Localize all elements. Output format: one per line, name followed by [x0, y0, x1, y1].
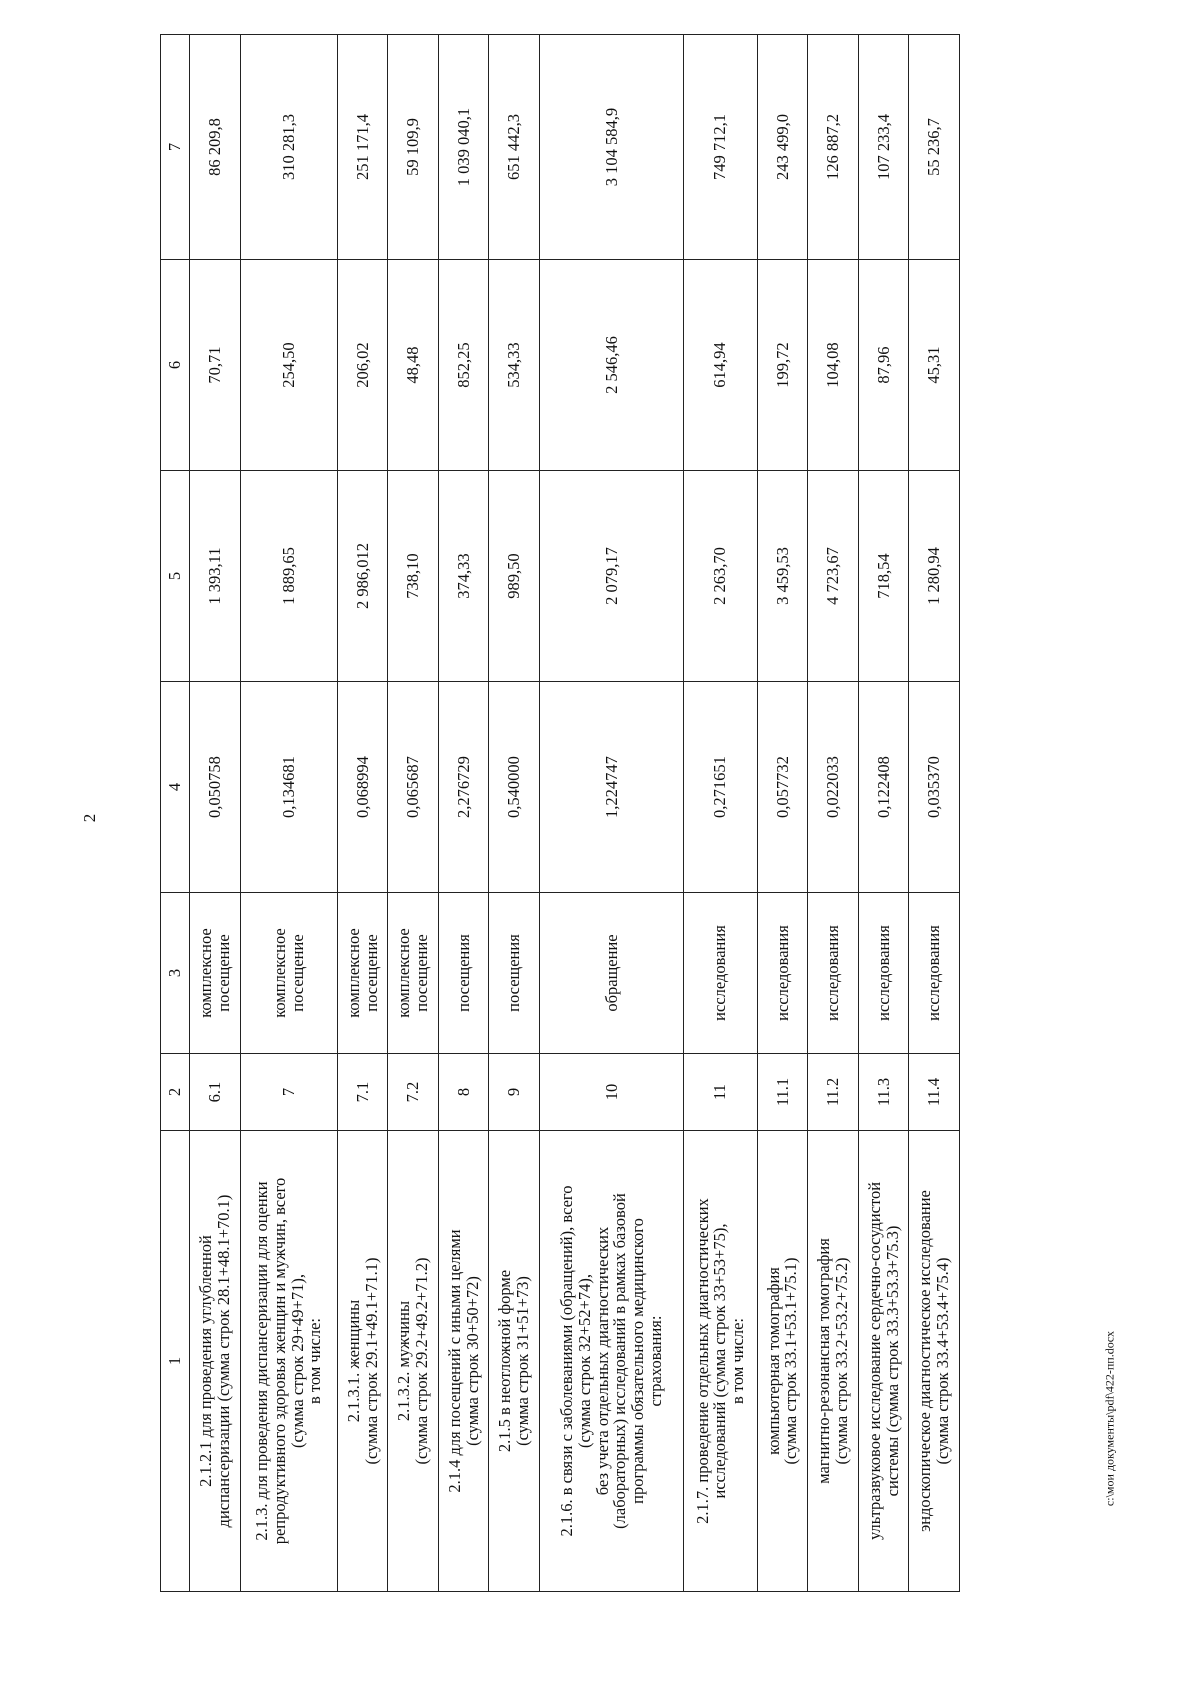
- value-cell-col5: 4 723,67: [808, 471, 859, 682]
- table-row: [190, 35, 241, 1592]
- row-label-cell-line: 2.1.6. в связи с заболеваниями (обращений), всего: [556, 1185, 576, 1537]
- unit-cell: [858, 893, 909, 1054]
- value-cell-col7: 749 712,1: [683, 35, 757, 260]
- row-code-cell: 11.4: [909, 1054, 960, 1131]
- value-cell-col7: 243 499,0: [757, 35, 808, 260]
- value-cell-col6: 614,94: [683, 260, 757, 471]
- value-cell-col5: 2 263,70: [683, 471, 757, 682]
- table-container: [160, 107, 960, 1592]
- row-label-cell-line: страхования:: [646, 1315, 666, 1407]
- value-cell-col4: 2,276729: [438, 682, 489, 893]
- row-label-cell-line: 2.1.3. для проведения диспансеризации для оценки: [252, 1181, 272, 1541]
- row-label-cell: [540, 1131, 684, 1592]
- row-label-cell: [858, 1131, 909, 1592]
- value-cell-col6: 534,33: [489, 260, 540, 471]
- value-cell-col7: 126 887,2: [808, 35, 859, 260]
- unit-cell: [540, 893, 684, 1054]
- unit-cell-line: посещение: [361, 934, 381, 1012]
- value-cell-col7: 3 104 584,9: [540, 35, 684, 260]
- unit-cell-line: комплексное: [343, 928, 363, 1018]
- row-label-cell-line: (сумма строк 33.2+53.2+75.2): [832, 1257, 852, 1465]
- row-label-cell-line: 2.1.3.2. мужчины: [394, 1300, 414, 1422]
- unit-cell-line: исследования: [924, 925, 944, 1021]
- row-label-cell-line: программы обязательного медицинского: [628, 1218, 648, 1504]
- row-code-cell: 7.1: [337, 1054, 388, 1131]
- unit-cell-line: посещения: [504, 934, 524, 1012]
- value-cell-col7: 55 236,7: [909, 35, 960, 260]
- column-header-1: 1: [161, 1131, 190, 1592]
- row-code-cell: 10: [540, 1054, 684, 1131]
- row-label-cell-line: (сумма строк 33.1+53.1+75.1): [781, 1257, 801, 1465]
- row-code-cell: 7.2: [388, 1054, 439, 1131]
- value-cell-col4: 0,035370: [909, 682, 960, 893]
- value-cell-col4: 0,122408: [858, 682, 909, 893]
- value-cell-col6: 87,96: [858, 260, 909, 471]
- table-row: [540, 35, 684, 1592]
- table-row: [683, 35, 757, 1592]
- column-header-7: 7: [161, 35, 190, 260]
- row-label-cell-line: 2.1.5 в неотложной форме: [495, 1269, 515, 1453]
- column-header-5: 5: [161, 471, 190, 682]
- row-label-cell: [909, 1131, 960, 1592]
- row-label-cell: [489, 1131, 540, 1592]
- table-row: [388, 35, 439, 1592]
- value-cell-col6: 206,02: [337, 260, 388, 471]
- value-cell-col7: 86 209,8: [190, 35, 241, 260]
- unit-cell: [683, 893, 757, 1054]
- value-cell-col6: 852,25: [438, 260, 489, 471]
- row-label-cell-line: репродуктивного здоровья женщин и мужчин, всего: [269, 1177, 289, 1545]
- column-header-3: 3: [161, 893, 190, 1054]
- row-label-cell: [757, 1131, 808, 1592]
- unit-cell-line: посещение: [287, 934, 307, 1012]
- row-label-cell-line: в том числе:: [728, 1318, 748, 1405]
- value-cell-col5: 738,10: [388, 471, 439, 682]
- unit-cell-line: исследования: [710, 925, 730, 1021]
- row-label-cell-line: (сумма строк 29.1+49.1+71.1): [361, 1257, 381, 1465]
- value-cell-col4: 0,065687: [388, 682, 439, 893]
- value-cell-col6: 45,31: [909, 260, 960, 471]
- row-label-cell-line: компьютерная томография: [763, 1267, 783, 1455]
- unit-cell: [337, 893, 388, 1054]
- value-cell-col6: 254,50: [240, 260, 337, 471]
- row-code-cell: 7: [240, 1054, 337, 1131]
- unit-cell-line: комплексное: [394, 928, 414, 1018]
- value-cell-col7: 251 171,4: [337, 35, 388, 260]
- row-label-cell: [240, 1131, 337, 1592]
- row-label-cell-line: системы (сумма строк 33.3+53.3+75.3): [882, 1225, 902, 1497]
- table-row: [337, 35, 388, 1592]
- row-code-cell: 8: [438, 1054, 489, 1131]
- column-header-2: 2: [161, 1054, 190, 1131]
- row-label-cell-line: без учета отдельных диагностических: [592, 1226, 612, 1496]
- value-cell-col7: 651 442,3: [489, 35, 540, 260]
- row-label-cell-line: диспансеризации (сумма строк 28.1+48.1+70.1): [213, 1194, 233, 1528]
- value-cell-col6: 48,48: [388, 260, 439, 471]
- budget-table: [160, 34, 960, 1592]
- value-cell-col6: 70,71: [190, 260, 241, 471]
- table-row: [757, 35, 808, 1592]
- value-cell-col6: 104,08: [808, 260, 859, 471]
- row-label-cell-line: в том числе:: [305, 1318, 325, 1405]
- unit-cell: [240, 893, 337, 1054]
- row-label-cell: [808, 1131, 859, 1592]
- row-label-cell-line: 2.1.7. проведение отдельных диагностических: [692, 1198, 712, 1524]
- row-code-cell: 11.3: [858, 1054, 909, 1131]
- value-cell-col5: 1 280,94: [909, 471, 960, 682]
- value-cell-col6: 199,72: [757, 260, 808, 471]
- value-cell-col7: 107 233,4: [858, 35, 909, 260]
- value-cell-col4: 1,224747: [540, 682, 684, 893]
- row-label-cell: [337, 1131, 388, 1592]
- value-cell-col5: 3 459,53: [757, 471, 808, 682]
- value-cell-col4: 0,540000: [489, 682, 540, 893]
- unit-cell: [808, 893, 859, 1054]
- value-cell-col5: 1 393,11: [190, 471, 241, 682]
- unit-cell-line: посещение: [213, 934, 233, 1012]
- row-code-cell: 9: [489, 1054, 540, 1131]
- row-label-cell-line: магнитно-резонансная томография: [814, 1238, 834, 1484]
- unit-cell-line: исследования: [772, 925, 792, 1021]
- column-header-4: 4: [161, 682, 190, 893]
- row-label-cell-line: (сумма строк 30+50+72): [462, 1276, 482, 1446]
- row-label-cell-line: (сумма строк 32+52+74),: [574, 1274, 594, 1448]
- row-label-cell: [190, 1131, 241, 1592]
- value-cell-col6: 2 546,46: [540, 260, 684, 471]
- unit-cell: [190, 893, 241, 1054]
- row-label-cell-line: (сумма строк 31+51+73): [513, 1276, 533, 1446]
- value-cell-col4: 0,271651: [683, 682, 757, 893]
- value-cell-col4: 0,022033: [808, 682, 859, 893]
- unit-cell-line: исследования: [873, 925, 893, 1021]
- row-code-cell: 11: [683, 1054, 757, 1131]
- row-label-cell-line: (лабораторных) исследований в рамках базовой: [610, 1193, 630, 1529]
- table-row: [489, 35, 540, 1592]
- value-cell-col5: 2 986,012: [337, 471, 388, 682]
- row-label-cell-line: 2.1.3.1. женщины: [343, 1299, 363, 1423]
- row-code-cell: 11.1: [757, 1054, 808, 1131]
- unit-cell-line: комплексное: [195, 928, 215, 1018]
- unit-cell: [388, 893, 439, 1054]
- unit-cell-line: посещения: [453, 934, 473, 1012]
- value-cell-col5: 1 889,65: [240, 471, 337, 682]
- value-cell-col7: 310 281,3: [240, 35, 337, 260]
- value-cell-col5: 374,33: [438, 471, 489, 682]
- row-label-cell-line: (сумма строк 29.2+49.2+71.2): [412, 1257, 432, 1465]
- row-code-cell: 11.2: [808, 1054, 859, 1131]
- value-cell-col4: 0,134681: [240, 682, 337, 893]
- row-label-cell: [683, 1131, 757, 1592]
- value-cell-col7: 59 109,9: [388, 35, 439, 260]
- value-cell-col4: 0,050758: [190, 682, 241, 893]
- row-label-cell-line: 2.1.4 для посещений с иными целями: [444, 1229, 464, 1493]
- unit-cell: [757, 893, 808, 1054]
- value-cell-col5: 989,50: [489, 471, 540, 682]
- table-row: [438, 35, 489, 1592]
- row-label-cell-line: исследований (сумма строк 33+53+75),: [710, 1223, 730, 1499]
- unit-cell-line: комплексное: [269, 928, 289, 1018]
- row-label-cell-line: 2.1.2.1 для проведения углубленной: [195, 1235, 215, 1487]
- row-label-cell: [438, 1131, 489, 1592]
- unit-cell: [909, 893, 960, 1054]
- table-row: [909, 35, 960, 1592]
- table-header-row: [161, 35, 190, 1592]
- unit-cell: [438, 893, 489, 1054]
- row-label-cell-line: ультразвуковое исследование сердечно-сосудистой: [864, 1181, 884, 1541]
- column-header-6: 6: [161, 260, 190, 471]
- value-cell-col4: 0,068994: [337, 682, 388, 893]
- table-body: [190, 35, 960, 1592]
- row-label-cell-line: эндоскопическое диагностическое исследование: [915, 1190, 935, 1532]
- row-label-cell-line: (сумма строк 33.4+53.4+75.4): [933, 1257, 953, 1465]
- value-cell-col7: 1 039 040,1: [438, 35, 489, 260]
- unit-cell-line: исследования: [823, 925, 843, 1021]
- row-code-cell: 6.1: [190, 1054, 241, 1131]
- row-label-cell: [388, 1131, 439, 1592]
- table-row: [808, 35, 859, 1592]
- table-row: [240, 35, 337, 1592]
- footer-file-path: c:\мои документы\pdf\422-пп.docx: [1102, 1330, 1117, 1507]
- unit-cell-line: обращение: [601, 934, 621, 1012]
- unit-cell-line: посещение: [412, 934, 432, 1012]
- value-cell-col5: 718,54: [858, 471, 909, 682]
- row-label-cell-line: (сумма строк 29+49+71),: [287, 1274, 307, 1448]
- value-cell-col4: 0,057732: [757, 682, 808, 893]
- value-cell-col5: 2 079,17: [540, 471, 684, 682]
- table-row: [858, 35, 909, 1592]
- page-number: 2: [80, 813, 99, 823]
- unit-cell: [489, 893, 540, 1054]
